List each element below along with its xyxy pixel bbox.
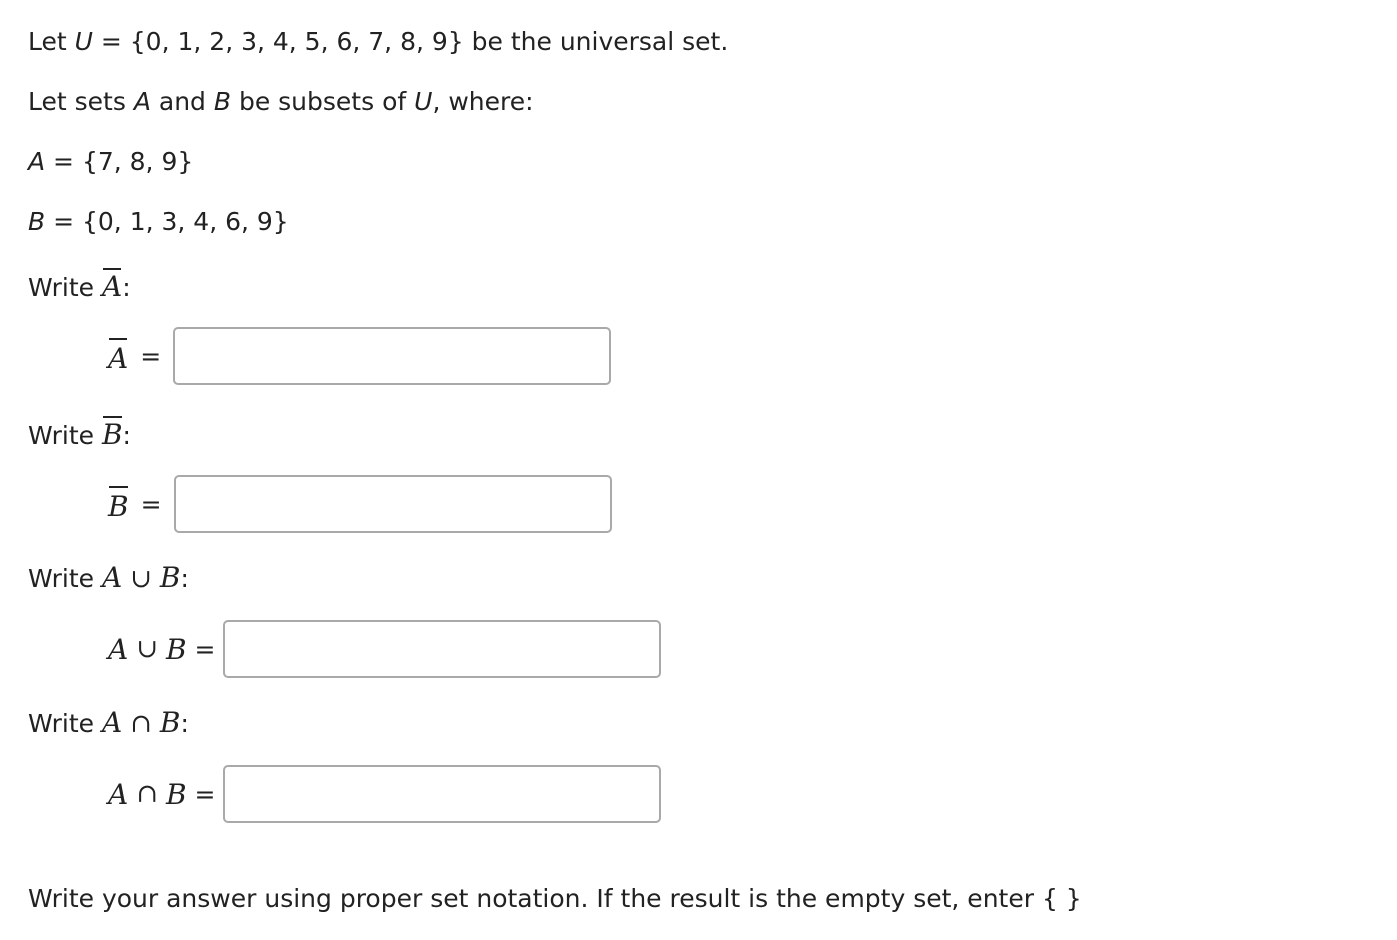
question-prompt-text: Write [28, 421, 102, 450]
b-complement-answer-row [108, 475, 612, 533]
question-prompt-text: Write [28, 564, 102, 593]
question-colon: : [180, 709, 189, 738]
intersection-right-var: B [159, 706, 181, 739]
universal-var: U [74, 27, 93, 56]
set-b-value: = {0, 1, 3, 4, 6, 9} [45, 207, 289, 236]
set-a-definition [28, 147, 193, 177]
question-prompt-text: Write [28, 273, 102, 302]
intersection-input[interactable] [223, 765, 661, 823]
subsets-var-b: B [213, 87, 232, 116]
set-a-name: A [28, 147, 46, 176]
union-operator: ∪ [130, 564, 152, 594]
answer-instructions: Write your answer using proper set notation. If the result is the empty set, enter { } [28, 884, 1082, 913]
question-intersection-prompt [28, 708, 189, 739]
subsets-var-a: A [133, 87, 151, 116]
question-b-complement-prompt [28, 416, 131, 451]
set-b-name: B [28, 207, 46, 236]
intersection-label-right: B [165, 777, 187, 811]
subsets-text-1: Let sets [28, 87, 134, 116]
universal-prefix: Let [28, 27, 75, 56]
subsets-text-2: and [150, 87, 214, 116]
question-prompt-text: Write [28, 709, 102, 738]
equals-sign: = [194, 779, 216, 809]
equals-sign: = [194, 634, 216, 664]
intersection-label-left: A [108, 777, 129, 811]
question-colon: : [122, 273, 131, 302]
intersection-operator: ∩ [130, 709, 152, 739]
union-label-left: A [108, 632, 129, 666]
union-label-right: B [165, 632, 187, 666]
set-a-value: = {7, 8, 9} [45, 147, 194, 176]
equals-sign: = [140, 341, 162, 371]
union-right-var: B [159, 561, 181, 594]
universal-set: = {0, 1, 2, 3, 4, 5, 6, 7, 8, 9} [92, 27, 464, 56]
union-label-operator: ∪ [136, 634, 158, 664]
intersection-left-var: A [101, 706, 123, 739]
union-input[interactable] [223, 620, 661, 678]
union-answer-row [108, 620, 661, 678]
equals-sign: = [140, 489, 162, 519]
intersection-label-operator: ∩ [136, 779, 158, 809]
union-left-var: A [101, 561, 123, 594]
universal-suffix: be the universal set. [463, 27, 729, 56]
subsets-var-u: U [414, 87, 433, 116]
a-complement-answer-row [108, 327, 611, 385]
a-complement-input[interactable] [173, 327, 611, 385]
question-a-complement-prompt [28, 268, 131, 303]
subsets-text-4: , where: [432, 87, 534, 116]
subsets-statement [28, 87, 534, 117]
question-colon: : [180, 564, 189, 593]
question-colon: : [122, 421, 131, 450]
intersection-answer-row [108, 765, 661, 823]
b-complement-input[interactable] [174, 475, 612, 533]
subsets-text-3: be subsets of [231, 87, 415, 116]
b-complement-symbol: B [101, 418, 123, 451]
a-complement-label: A [108, 338, 128, 375]
a-complement-symbol: A [101, 270, 123, 303]
set-b-definition [28, 207, 289, 237]
b-complement-label: B [108, 486, 129, 523]
universal-set-statement [28, 27, 728, 57]
question-union-prompt [28, 563, 189, 594]
